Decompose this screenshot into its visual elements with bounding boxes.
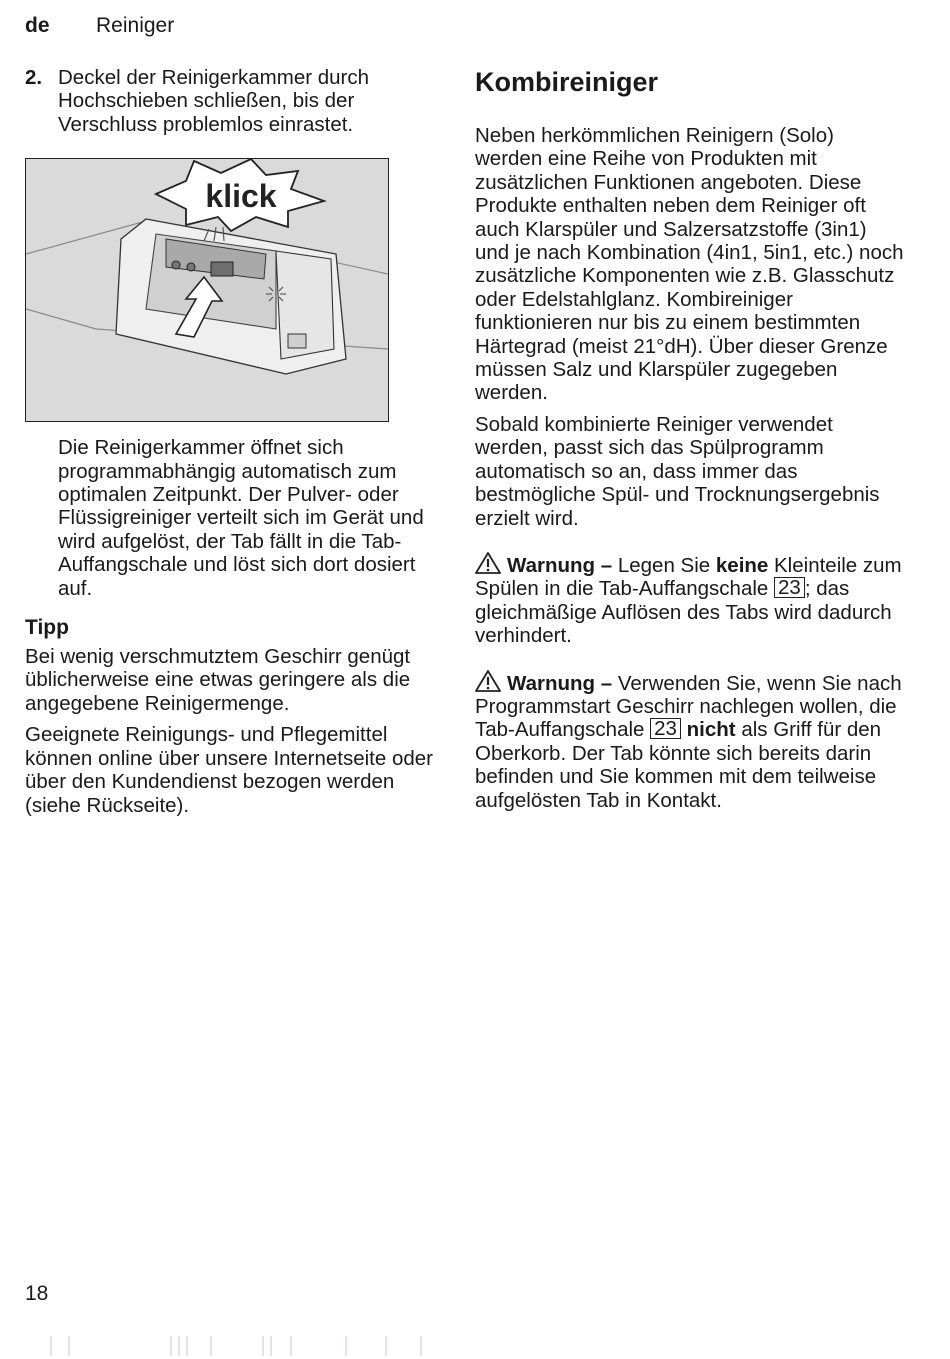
tip-heading: Tipp <box>25 616 69 640</box>
warning-text: Verwenden Sie, wenn Sie nach Programmstart Geschirr nachlegen wollen, die Tab-Auffangschale <box>475 671 902 742</box>
left-column <box>25 66 435 817</box>
info-paragraph: Die Reinigerkammer öffnet sich programmabhängig automatisch zum optimalen Zeitpunkt. Der Pulver- oder Flüssigreiniger verteilt sich im Gerät und wird aufgelöst, der Tab fällt in die Tab-Auffangschale und löst sich dort dosiert auf. <box>58 436 424 600</box>
kombireiniger-heading: Kombireiniger <box>475 67 659 97</box>
kombi-paragraph-1: Neben herkömmlichen Reinigern (Solo) werden eine Reihe von Produkten mit zusätzlichen Funktionen angeboten. Diese Produkte enthalten neben dem Reiniger oft auch Klarspüler und Salzersatzstoffe (3in1) und je nach Kombination (4in1, 5in1, etc.) noch zusätzliche Komponenten wie z.B. Glasschutz oder Edelstahlglanz. Kombireiniger funktionieren nur bis zu einem bestimmten Härtegrad (meist 21°dH). Über dieser Grenze müssen Salz und Klarspüler zugegeben werden. <box>475 124 904 405</box>
warning-label: Warnung – <box>507 553 613 577</box>
warning-label: Warnung – <box>507 671 613 695</box>
warning-emphasis: keine <box>715 553 769 577</box>
step-number: 2. <box>25 66 43 89</box>
warning-emphasis: nicht <box>686 718 736 742</box>
klick-callout: klick <box>205 178 277 215</box>
warning-text: Legen Sie <box>612 553 716 577</box>
detergent-dispenser-illustration <box>25 158 389 422</box>
language-code: de <box>25 14 50 37</box>
warning-icon <box>475 670 501 692</box>
step-item <box>25 66 435 136</box>
warning-icon <box>475 552 501 574</box>
warning-text: ; das gleichmäßige Auflösen des Tabs wird dadurch verhindert. <box>475 577 892 648</box>
tip-paragraph-2: Geeignete Reinigungs- und Pflegemittel können online über unsere Internetseite oder über den Kundendienst bezogen werden (siehe Rückseite). <box>25 723 434 817</box>
right-column <box>475 66 905 812</box>
warning-text: Kleinteile zum Spülen in die Tab-Auffangschale <box>475 553 902 601</box>
kombi-paragraph-2: Sobald kombinierte Reiniger verwendet werden, passt sich das Spülprogramm automatisch so an, dass immer das bestmögliche Spül- und Trocknungsergebnis erzielt wird. <box>475 412 880 530</box>
reference-number-box: 23 <box>650 718 681 739</box>
tip-paragraph-1: Bei wenig verschmutztem Geschirr genügt üblicherweise eine etwas geringere als die angegebene Reinigermenge. <box>25 645 411 715</box>
section-title: Reiniger <box>96 14 175 37</box>
warning-text: als Griff für den Oberkorb. Der Tab könnte sich bereits darin befinden und Sie kommen mit dem teilweise aufgelösten Tab in Kontakt. <box>475 718 882 812</box>
warning-1 <box>475 552 905 648</box>
warning-2 <box>475 670 905 812</box>
step-text: Deckel der Reinigerkammer durch Hochschieben schließen, bis der Verschluss problemlos einrastet. <box>58 66 370 136</box>
reference-number-box: 23 <box>774 577 805 598</box>
page-number: 18 <box>25 1282 49 1305</box>
print-marks <box>40 1336 440 1356</box>
